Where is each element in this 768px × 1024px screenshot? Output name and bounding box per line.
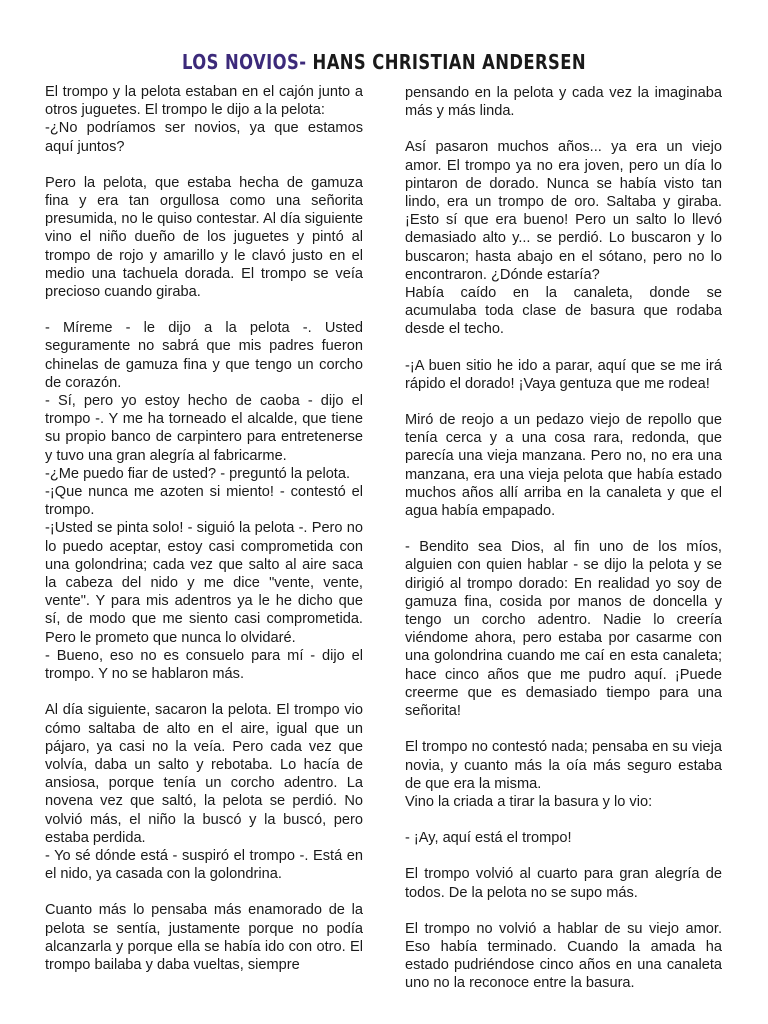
paragraph-block	[405, 920, 722, 993]
paragraph-line: - Bueno, eso no es consuelo para mí - dijo el trompo. Y no se hablaron más.	[45, 647, 363, 683]
paragraph-line: Pero la pelota, que estaba hecha de gamuza fina y era tan orgullosa como una señorita presumida, no le quiso contestar. Al día siguiente vino el niño dueño de los juguetes y pintó al trompo de rojo y amarillo y le clavó justo en el medio una tachuela dorada. El trompo se veía precioso cuando giraba.	[45, 174, 363, 301]
paragraph-line: El trompo no volvió a hablar de su viejo amor. Eso había terminado. Cuando la amada ha estado pudriéndose cinco años en una canaleta uno no la reconoce entre la basura.	[405, 920, 722, 992]
paragraph-block	[45, 701, 363, 883]
paragraph-block	[405, 738, 722, 811]
left-column	[45, 83, 363, 974]
paragraph-block	[405, 138, 722, 338]
document-title	[69, 50, 699, 74]
title-part-2: HANS CHRISTIAN ANDERSEN	[306, 50, 586, 74]
paragraph-block	[45, 901, 363, 974]
paragraph-line: -¿Me puedo fiar de usted? - preguntó la pelota.	[45, 465, 351, 482]
paragraph-line: - Yo sé dónde está - suspiró el trompo -. Está en el nido, ya casada con la golondrina.	[45, 847, 363, 883]
paragraph-block	[45, 319, 363, 683]
paragraph-line: - ¡Ay, aquí está el trompo!	[405, 830, 572, 847]
paragraph-line: El trompo y la pelota estaban en el cajón junto a otros juguetes. El trompo le dijo a la pelota:	[45, 84, 363, 119]
paragraph-line: Había caído en la canaleta, donde se acumulaba toda clase de basura que rodaba desde el techo.	[405, 285, 722, 338]
paragraph-line: Miró de reojo a un pedazo viejo de repollo que tenía cerca y a una cosa rara, redonda, que parecía una vieja manzana. Pero no, no era una manzana, era una vieja pelota que había estado muchos años allí arriba en la canaleta y que el agua había empapado.	[405, 412, 722, 520]
paragraph-line: Vino la criada a tirar la basura y lo vio:	[405, 793, 653, 810]
paragraph-block	[405, 538, 722, 720]
paragraph-line: Cuanto más lo pensaba más enamorado de la pelota se sentía, justamente porque no podía alcanzarla y porque ella se había ido con otro. El trompo bailaba y daba vueltas, siempre	[45, 902, 363, 973]
paragraph-block	[405, 84, 722, 120]
paragraph-line: El trompo no contestó nada; pensaba en su vieja novia, y cuanto más la oía más seguro estaba de que era la misma.	[405, 739, 722, 792]
paragraph-line: -¡A buen sitio he ido a parar, aquí que se me irá rápido el dorado! ¡Vaya gentuza que me rodea!	[405, 357, 722, 392]
paragraph-line: El trompo volvió al cuarto para gran alegría de todos. De la pelota no se supo más.	[405, 866, 722, 901]
right-column	[405, 84, 722, 993]
paragraph-block	[405, 865, 722, 901]
paragraph-line: - Míreme - le dijo a la pelota -. Usted seguramente no sabrá que mis padres fueron chinelas de gamuza fina y que tengo un corcho de corazón.	[45, 320, 363, 391]
title-part-1: LOS NOVIOS-	[182, 50, 307, 74]
paragraph-block	[405, 411, 722, 520]
paragraph-line: - Sí, pero yo estoy hecho de caoba - dijo el trompo -. Y me ha torneado el alcalde, que tiene su propio banco de carpintero para entretenerse y tuvo una gran alegría al fabricarme.	[45, 393, 363, 464]
paragraph-line: pensando en la pelota y cada vez la imaginaba más y más linda.	[405, 85, 722, 120]
paragraph-block	[405, 357, 722, 393]
paragraph-block	[45, 174, 363, 301]
paragraph-block	[405, 829, 722, 847]
paragraph-line: Así pasaron muchos años... ya era un viejo amor. El trompo ya no era joven, pero un día lo pintaron de dorado. Nunca se había visto tan lindo, era un trompo de oro. Saltaba y giraba. ¡Esto sí que era bueno! Pero un salto lo llevó demasiado alto y... se perdió. Lo buscaron y lo buscaron; hasta abajo en el sótano, pero no lo encontraron. ¿Dónde estaría?	[405, 139, 722, 283]
paragraph-block	[45, 83, 363, 156]
paragraph-line: Al día siguiente, sacaron la pelota. El trompo vio cómo saltaba de alto en el aire, igual que un pájaro, ya casi no la veía. Pero cada vez que volvía, daba un salto y rebotaba. Lo hacía de ansiosa, porque tenía un corcho adentro. La novena vez que saltó, la pelota se perdió. No volvió más, el niño la buscó y la buscó, pero estaba perdida.	[45, 702, 363, 846]
paragraph-line: -¿No podríamos ser novios, ya que estamos aquí juntos?	[45, 120, 363, 155]
paragraph-line: - Bendito sea Dios, al fin uno de los míos, alguien con quien hablar - se dijo la pelota y se dirigió al trompo dorado: En realidad yo soy de gamuza fina, cosida por manos de doncella y tengo un corcho adentro. Nadie lo creería viéndome ahora, pero estaba por casarme con una golondrina cuando me caí en esta canaleta; hace cinco años que me pudro aquí. ¡Puede creerme que es demasiado tiempo para una señorita!	[405, 539, 722, 720]
paragraph-line: -¡Usted se pinta solo! - siguió la pelota -. Pero no lo puedo aceptar, estoy casi comprometida con una golondrina; cada vez que salto al aire saca la cabeza del nido y me dice "vente, vente, vente". Y para mis adentros ya le he dicho que sí, de modo que me siento casi comprometida. Pero le prometo que nunca lo olvidaré.	[45, 520, 363, 646]
paragraph-line: -¡Que nunca me azoten si miento! - contestó el trompo.	[45, 484, 363, 519]
